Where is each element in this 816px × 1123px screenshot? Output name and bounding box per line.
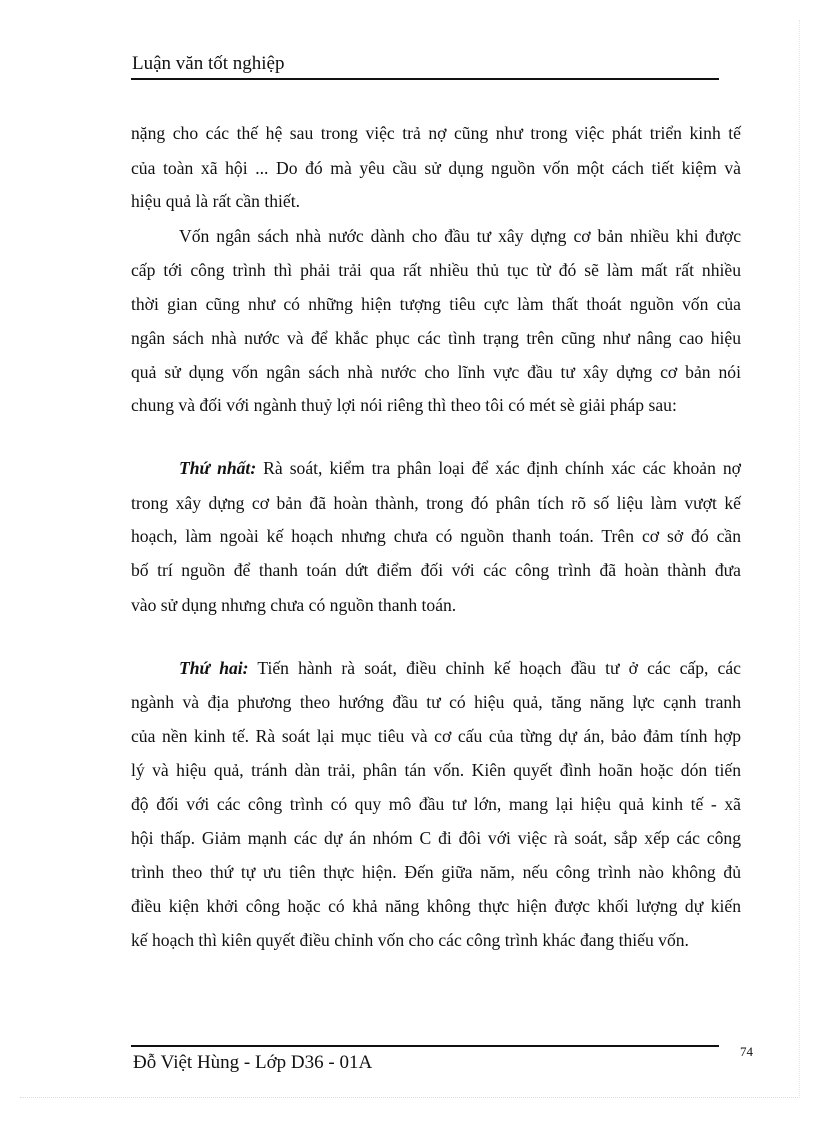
- paragraph-1-line-2: của toàn xã hội ... Do đó mà yêu cầu sử dụng nguồn vốn một cách tiết kiệm và: [131, 158, 741, 178]
- paragraph-4-line-8: điều kiện khởi công hoặc có khả năng không thực hiện được khối lượng dự kiến: [131, 896, 741, 916]
- paragraph-4-line-7: trình theo thứ tự ưu tiên thực hiện. Đến giữa năm, nếu công trình nào không đủ: [131, 862, 741, 882]
- paragraph-4-lead: Thứ hai:: [179, 658, 249, 678]
- paragraph-2-line-4: ngân sách nhà nước và để khắc phục các tình trạng trên cũng như nâng cao hiệu: [131, 328, 741, 348]
- page-header: [131, 50, 719, 80]
- paragraph-2-line-5: quả sử dụng vốn ngân sách nhà nước cho lĩnh vực đầu tư xây dựng cơ bản nói: [131, 362, 741, 382]
- paragraph-1-line-3: hiệu quả là rất cần thiết.: [131, 191, 301, 211]
- paragraph-4-line-4: lý và hiệu quả, tránh dàn trải, phân tán vốn. Kiên quyết đình hoãn hoặc dón tiến: [131, 760, 741, 780]
- paragraph-2-line-2: cấp tới công trình thì phải trải qua rất nhiều thủ tục từ đó sẽ làm mất rất nhiều: [131, 260, 741, 280]
- paragraph-4-line-9: kế hoạch thì kiên quyết điều chỉnh vốn cho các công trình khác đang thiếu vốn.: [131, 930, 689, 950]
- page-edge-right: [799, 20, 800, 1098]
- paragraph-3-line-1-text: Rà soát, kiểm tra phân loại để xác định chính xác các khoản nợ: [256, 458, 741, 478]
- paragraph-2-line-6: chung và đối với ngành thuỷ lợi nói riêng thì theo tôi có mét sè giải pháp sau:: [131, 395, 677, 415]
- paragraph-4-line-3: của nền kinh tế. Rà soát lại mục tiêu và cơ cấu của từng dự án, bảo đảm tính hợp: [131, 726, 741, 746]
- paragraph-3-line-3: hoạch, làm ngoài kế hoạch nhưng chưa có nguồn thanh toán. Trên cơ sở đó cần: [131, 526, 741, 546]
- paragraph-3-line-2: trong xây dựng cơ bản đã hoàn thành, trong đó phân tích rõ số liệu làm vượt kế: [131, 493, 741, 513]
- paragraph-4-line-5: độ đối với các công trình có quy mô đầu tư lớn, mang lại hiệu quả kinh tế - xã: [131, 794, 741, 814]
- paragraph-2-line-3: thời gian cũng như có những hiện tượng tiêu cực làm thất thoát nguồn vốn của: [131, 294, 741, 314]
- page-edge-bottom: [20, 1097, 800, 1098]
- paragraph-4-line-2: ngành và địa phương theo hướng đầu tư có hiệu quả, tăng năng lực cạnh tranh: [131, 692, 741, 712]
- paragraph-4-line-1: [179, 656, 741, 680]
- paragraph-3-lead: Thứ nhất:: [179, 458, 257, 478]
- paragraph-3-line-5: vào sử dụng nhưng chưa có nguồn thanh toán.: [131, 595, 457, 615]
- paragraph-4-line-6: hội thấp. Giảm mạnh các dự án nhóm C đi đôi với việc rà soát, sắp xếp các công: [131, 828, 741, 848]
- paragraph-1-line-1: nặng cho các thế hệ sau trong việc trả nợ cũng như trong việc phát triển kinh tế: [131, 123, 741, 143]
- header-title: Luận văn tốt nghiệp: [132, 53, 285, 74]
- paragraph-3-line-4: bố trí nguồn để thanh toán dứt điểm đối với các công trình đã hoàn thành đưa: [131, 560, 741, 580]
- paragraph-2-line-1: Vốn ngân sách nhà nước dành cho đầu tư xây dựng cơ bản nhiều khi được: [179, 226, 741, 246]
- paragraph-4-line-1-text: Tiến hành rà soát, điều chỉnh kế hoạch đầu tư ở các cấp, các: [248, 658, 741, 678]
- footer-author: Đỗ Việt Hùng - Lớp D36 - 01A: [133, 1052, 373, 1073]
- page-number: 74: [740, 1044, 753, 1059]
- paragraph-3-line-1: [179, 456, 741, 480]
- page-footer: [131, 1045, 719, 1073]
